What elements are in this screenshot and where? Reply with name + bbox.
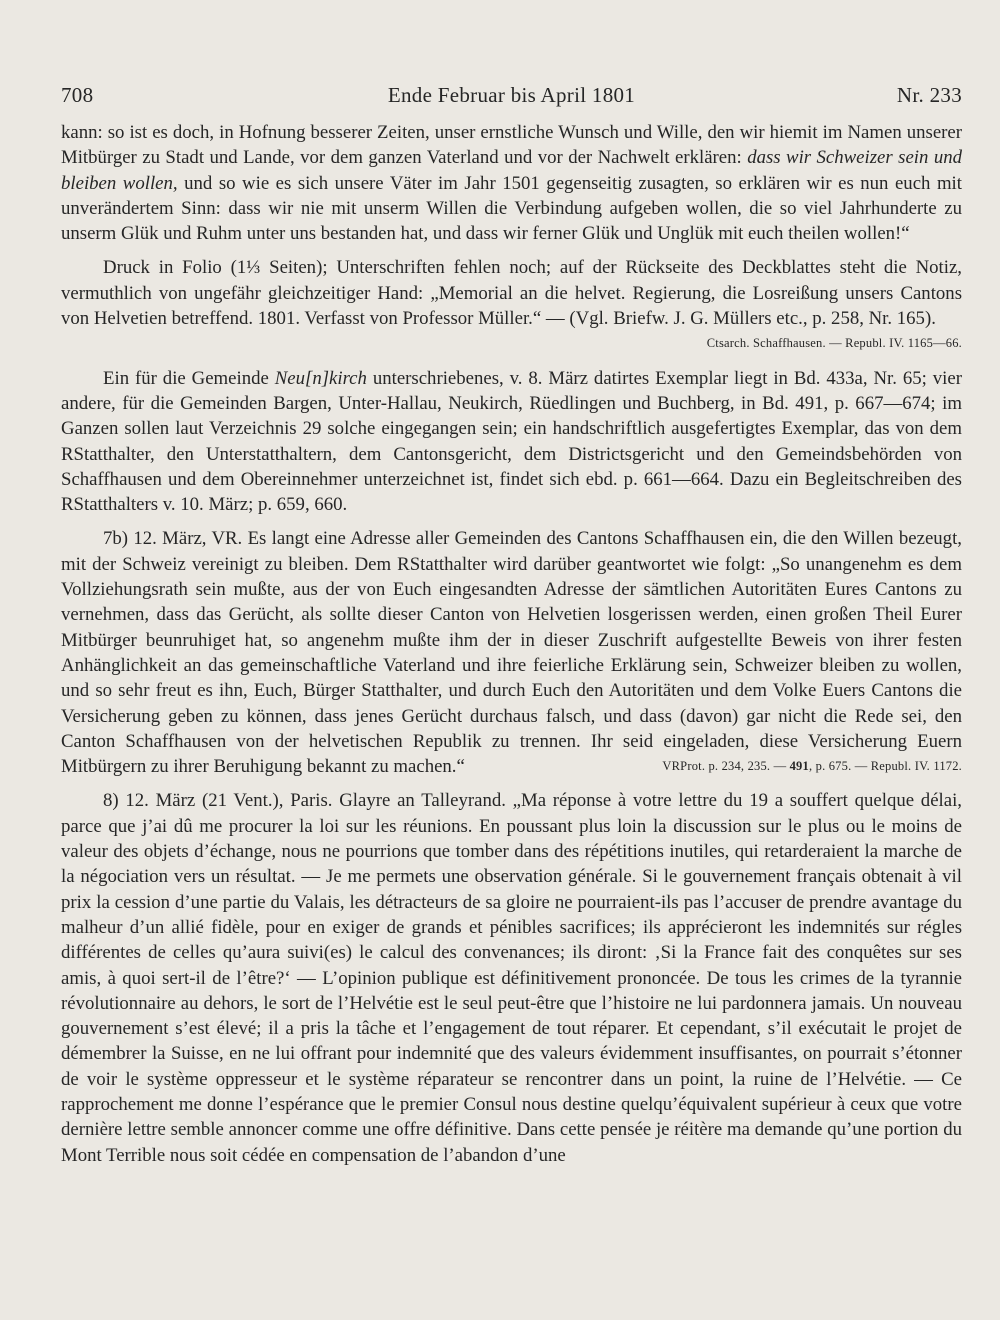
paragraph-entry-8 bbox=[61, 788, 962, 1167]
text-run: Ein für die Gemeinde bbox=[103, 367, 275, 389]
emphasis-text: Neu[n]kirch bbox=[274, 367, 367, 389]
text-run: 7b) 12. März, VR. Es langt eine Adresse aller Gemeinden des Cantons Schaffhausen ein, die den Willen bezeugt, mit der Schweiz vereinigt zu bleiben. Dem RStatthalter wird darüber geantwortet wie folgt: „So unangenehm es dem Vollziehungsrath sein mußte, aus der von Euch eingesandten Adresse der sämtlichen Autoritäten Eures Cantons zu vernehmen, dass das Gerücht, als sollte dieser Canton von Helvetien losgerissen werden, einen großen Theil Eurer Mitbürger beunruhiget hat, so angenehm mußte ihm der in dieser Zuschrift aufgestellte Beweis von ihrer festen Anhänglichkeit an das gemeinschaftliche Vaterland und ihre feierliche Erklärung sein, Schweizer bleiben zu wollen, und so sehr freut es ihn, Euch, Bürger Statthalter, und durch Euch den Autoritäten und dem Volke Euers Cantons die Versicherung geben zu können, dass jenes Gerücht durchaus falsch, und dass (davon) gar nicht die Rede sei, den Canton Schaffhausen von der helvetischen Republik zu trennen. Ihr seid eingeladen, diese Versicherung Euern Mitbürgern zu ihrer Beruhigung bekannt zu machen.“ bbox=[61, 528, 962, 778]
source-part: , p. 675. — Republ. IV. 1172. bbox=[808, 759, 962, 774]
text-run: Druck in Folio (1⅓ Seiten); Unterschriften fehlen noch; auf der Rückseite des Deckblattes steht die Notiz, vermuthlich von ungefähr gleichzeitiger Hand: „Memorial an die helvet. Regierung, die Losreißung unsers Cantons von Helvetien betreffend. 1801. Verfasst von Professor Müller.“ — (Vgl. Briefw. J. G. Müllers etc., p. 258, Nr. 165). bbox=[61, 257, 962, 330]
running-header bbox=[61, 83, 962, 113]
text-run: und so wie es sich unsere Väter im Jahr 1501 gegenseitig zusagten, so erklären wir es nun euch mit unverändertem Sinn: dass wir nie mit unserm Willen die Verbindung aufgeben wollen, die so viel Jahrhunderte zu unserm Glük und Ruhm unter uns bestanden hat, und dass wir ferner Glük und Unglük mit euch theilen wollen!“ bbox=[61, 172, 962, 245]
emphasis-text: dass wir Schweizer sein und bleiben wollen, bbox=[61, 147, 963, 194]
paragraph-memorial-continuation bbox=[61, 120, 962, 246]
source-reference bbox=[620, 754, 962, 779]
source-part: VRProt. p. 234, 235. — bbox=[662, 759, 790, 774]
paragraph-print-note bbox=[61, 255, 962, 356]
paragraph-entry-7b bbox=[61, 526, 962, 779]
page-number: 708 bbox=[61, 83, 94, 107]
source-volume: 491 bbox=[789, 759, 809, 774]
source-reference: Ctsarch. Schaffhausen. — Republ. IV. 1165—66. bbox=[706, 336, 962, 351]
text-run: unterschriebenes, v. 8. März datirtes Exemplar liegt in Bd. 433a, Nr. 65; vier andere, für die Gemeinden Bargen, Unter-Hallau, Neukirch, Rüedlingen und Buchberg, in Bd. 491, p. 667—674; im Ganzen sollen laut Verzeichnis 29 solche eingegangen sein; ein handschriftlich ausgefertigtes Exemplar, das von dem RStatthalter, den Unterstatthaltern, dem Cantonsgericht, dem Districtsgericht und den Gemeindsbehörden von Schaffhausen und dem Obereinnehmer unterzeichnet ist, findet sich ebd. p. 661—664. Dazu ein Begleitschreiben des RStatthalters v. 10. März; p. 659, 660. bbox=[61, 367, 962, 516]
text-run: 8) 12. März (21 Vent.), Paris. Glayre an Talleyrand. „Ma réponse à votre lettre du 19 a souffert quelque délai, parce que j’ai dû me procurer la loi sur les réunions. En poussant plus loin la discussion sur le plus ou le moins de valeur des objets d’échange, nous ne pourrions que tomber dans des répétitions inutiles, qui retarderaient la marche de la négociation vers un résultat. — Je me permets une observation générale. Si le gouvernement français obtenait à vil prix la cession d’une partie du Valais, les détracteurs de sa gloire ne pourraient-ils pas l’accuser de prendre avantage du malheur d’un allié fidèle, pour en exiger de grands et pénibles sacrifices; ils apprécieront les indemnités sur régles différentes de celles qu’aura suivi(es) le calcul des convenances; ils diront: ‚Si la France fait des conquêtes sur ses amis, à quoi sert-il de l’être?‘ — L’opinion publique est définitivement prononcée. De tous les crimes de la tyrannie révolutionnaire au dehors, le sort de l’Helvétie est le seul peut-être que l’histoire ne lui pardonnera jamais. Un nouveau gouvernement s’est élevé; il a pris la tâche et l’engagement de tout réparer. Et cependant, s’il exécutait le projet de démembrer la Suisse, en ne lui offrant pour indemnité que des valeurs évidemment insuffisantes, on pourrait s’étonner de voir le système oppresseur et le système réparateur se rencontrer dans un point, la ruine de l’Helvétie. — Ce rapprochement me donne l’espérance que le premier Consul nous destine quelqu’équivalent supérieur à ceux que votre dernière lettre semble annoncer comme une offre définitive. Dans cette pensée je réitère ma demande qu’une portion du Mont Terrible nous soit cédée en compensation de l’abandon d’une bbox=[61, 790, 962, 1166]
page-body bbox=[61, 120, 962, 1177]
running-title: Ende Februar bis April 1801 bbox=[387, 83, 636, 107]
paragraph-copies-note bbox=[61, 366, 962, 518]
entry-number: Nr. 233 bbox=[896, 83, 962, 107]
text-run: kann: so ist es doch, in Hofnung besserer Zeiten, unser ernstliche Wunsch und Wille, den wir hiemit im Namen unserer Mitbürger zu Stadt und Lande, vor dem ganzen Vaterland und vor der Nachwelt erklären: bbox=[61, 122, 962, 169]
